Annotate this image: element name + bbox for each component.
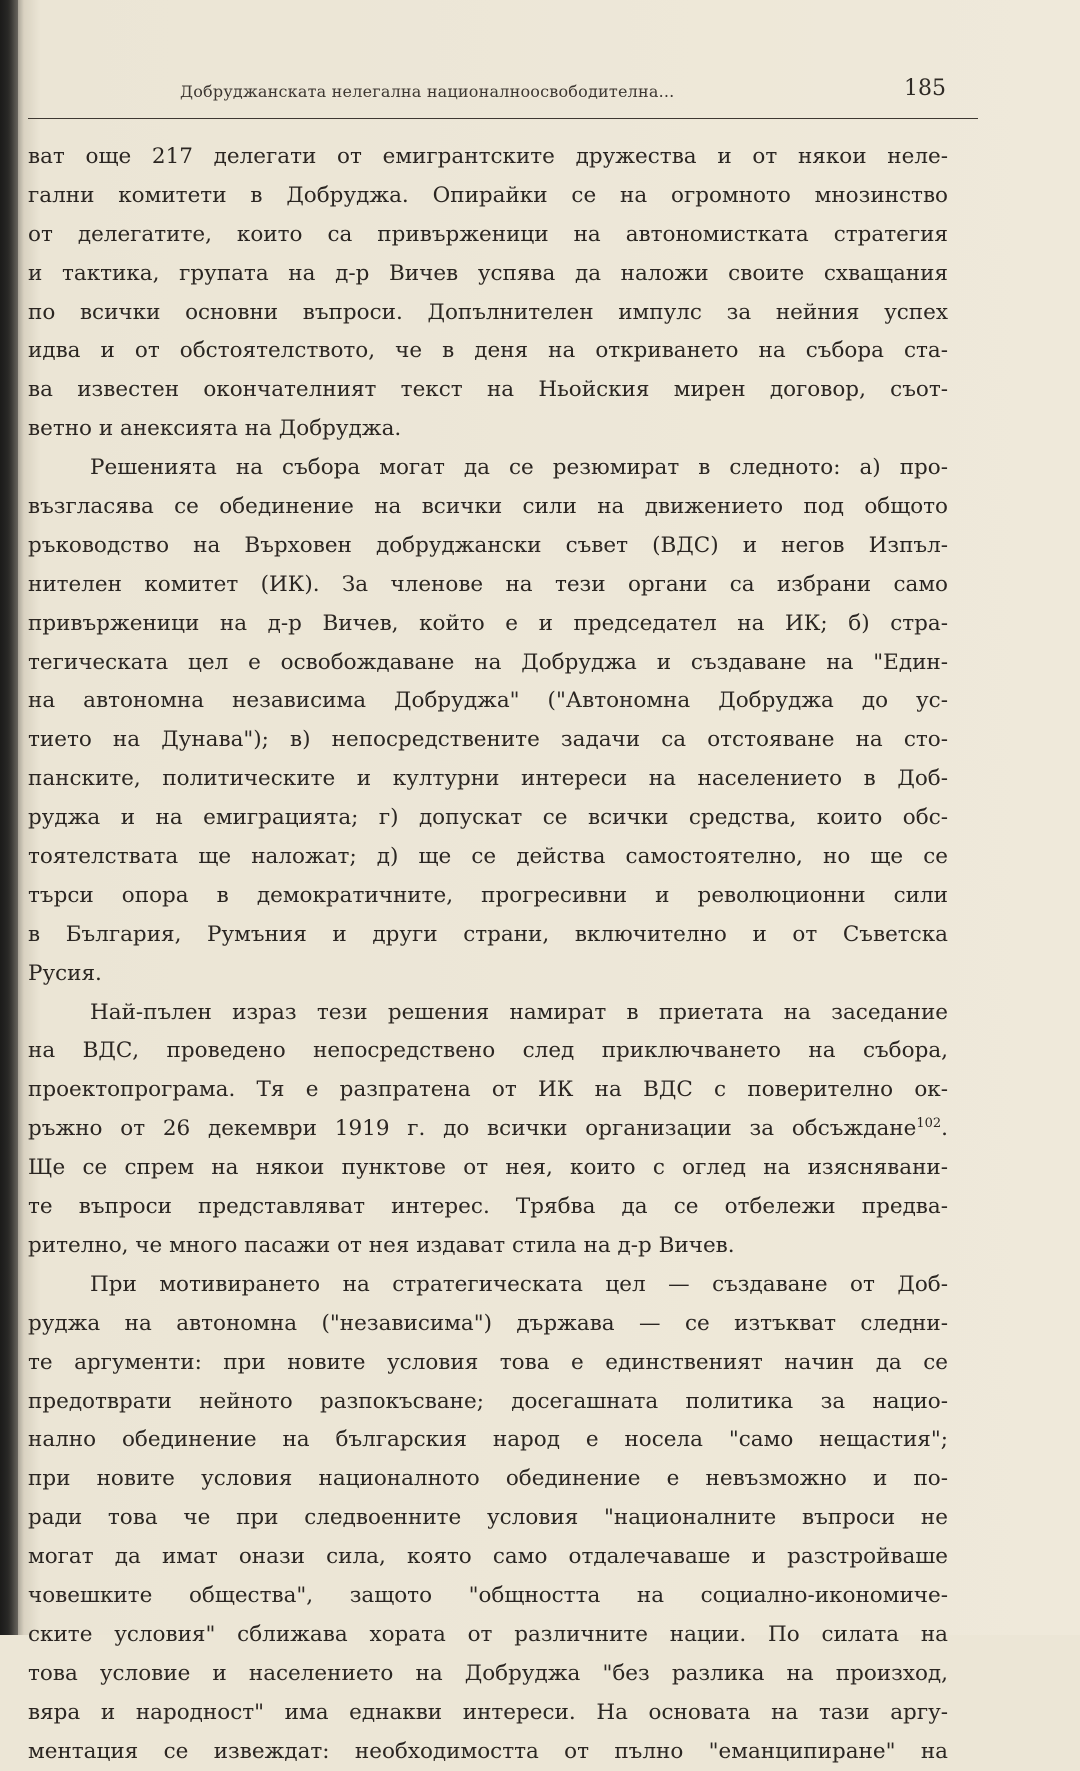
- text-line: [28, 216, 948, 255]
- trailing-punctuation: .: [941, 1116, 948, 1142]
- text-line-content: панските, политическите и културни интереси на населението в Доб-: [28, 766, 948, 792]
- text-line-content: тоятелствата ще наложат; д) ще се действа самостоятелно, но ще се: [28, 844, 948, 870]
- text-line-content: това условие и населението на Добруджа "без разлика на произход,: [28, 1660, 948, 1686]
- text-line-content: на автономна независима Добруджа" ("Автономна Добруджа до ус-: [28, 688, 948, 714]
- text-line-content: Ще се спрем на някои пунктове от нея, които с оглед на изяснявани-: [28, 1155, 948, 1181]
- text-line: [28, 721, 948, 760]
- text-line-content: привърженици на д-р Вичев, който е и председател на ИК; б) стра-: [28, 610, 948, 636]
- text-line: [28, 1460, 948, 1499]
- text-line: [28, 916, 948, 955]
- text-line: [28, 527, 948, 566]
- text-line: [28, 138, 948, 177]
- text-line-content: тегическата цел е освобождаване на Добруджа и създаване на "Един-: [28, 649, 948, 675]
- text-line-content: при новите условия националното обединение е невъзможно и по-: [28, 1466, 948, 1492]
- text-line: [28, 410, 948, 449]
- text-line: [28, 1655, 948, 1694]
- body-text: [28, 138, 948, 1771]
- text-line-content: проектопрограма. Тя е разпратена от ИК на ВДС с поверително ок-: [28, 1077, 948, 1103]
- running-title: Добруджанската нелегална националноосвободителна...: [180, 82, 675, 101]
- text-line-content: нителен комитет (ИК). За членове на тези органи са избрани само: [28, 571, 948, 597]
- running-head: [28, 72, 948, 112]
- text-line: [28, 955, 948, 994]
- text-line-content: на ВДС, проведено непосредствено след приключването на събора,: [28, 1038, 948, 1064]
- text-line-content: Русия.: [28, 960, 102, 986]
- text-line-content: При мотивирането на стратегическата цел — създаване от Доб-: [90, 1271, 948, 1297]
- text-line-content: вяра и народност" има еднакви интереси. На основата на тази аргу-: [28, 1699, 948, 1725]
- text-line: [28, 1499, 948, 1538]
- text-line: [28, 1694, 948, 1733]
- text-line: [28, 1305, 948, 1344]
- text-line-content: те въпроси представляват интерес. Трябва да се отбележи предва-: [28, 1194, 948, 1220]
- text-line: [28, 1071, 948, 1110]
- text-line: [28, 1266, 948, 1305]
- text-line: [28, 1383, 948, 1422]
- header-rule: [28, 118, 978, 119]
- text-line-content: рително, че много пасажи от нея издават стила на д-р Вичев.: [28, 1232, 735, 1258]
- text-line-content: търси опора в демократичните, прогресивни и революционни сили: [28, 882, 948, 908]
- text-line-content: Най-пълен израз тези решения намират в приетата на заседание: [90, 999, 948, 1025]
- text-line: [28, 1538, 948, 1577]
- text-line-content: ръжно от 26 декември 1919 г. до всички организации за обсъждане: [28, 1116, 917, 1142]
- text-line-content: гални комитети в Добруджа. Опирайки се на огромното мнозинство: [28, 182, 948, 208]
- text-line-content: ват още 217 делегати от емигрантските дружества и от някои неле-: [28, 144, 948, 169]
- text-line-content: тието на Дунава"); в) непосредствените задачи са отстояване на сто-: [28, 727, 948, 753]
- text-line: [28, 760, 948, 799]
- text-line: [28, 605, 948, 644]
- text-line: [28, 799, 948, 838]
- text-line: [28, 838, 948, 877]
- text-line: [28, 449, 948, 488]
- text-line-content: от делегатите, които са привърженици на автономистката стратегия: [28, 221, 948, 247]
- text-line: [28, 1032, 948, 1071]
- text-line-content: могат да имат онази сила, която само отдалечаваше и разстройваше: [28, 1544, 948, 1570]
- text-line-content: руджа на автономна ("независима") държава — се изтъкват следни-: [28, 1310, 948, 1336]
- text-line: [28, 1733, 948, 1771]
- text-line-content: нално обединение на българския народ е носела "само нещастия";: [28, 1427, 948, 1453]
- text-line: [28, 1188, 948, 1227]
- text-line-content: човешките общества", защото "общността на социално-икономиче-: [28, 1582, 948, 1608]
- text-line: [28, 1149, 948, 1188]
- text-line-content: Решенията на събора могат да се резюмират в следното: а) про-: [90, 455, 948, 481]
- text-line: [28, 566, 948, 605]
- text-line-content: ва известен окончателният текст на Ньойския мирен договор, съот-: [28, 377, 948, 403]
- text-line: [28, 1344, 948, 1383]
- text-line: [28, 488, 948, 527]
- text-line: [28, 371, 948, 410]
- text-line-content: по всички основни въпроси. Допълнителен импулс за нейния успех: [28, 299, 948, 325]
- text-line: [28, 294, 948, 333]
- text-line-content: възгласява се обединение на всички сили на движението под общото: [28, 494, 948, 520]
- text-line-content: в България, Румъния и други страни, включително и от Съветска: [28, 921, 948, 947]
- text-line-content: ради това че при следвоенните условия "националните въпроси не: [28, 1505, 948, 1531]
- text-line-content: ските условия" сближава хората от различните нации. По силата на: [28, 1621, 948, 1647]
- text-line: [28, 177, 948, 216]
- text-line-content: идва и от обстоятелството, че в деня на откриването на събора ста-: [28, 338, 948, 364]
- text-line-content: ръководство на Върховен добруджански съвет (ВДС) и негов Изпъл-: [28, 532, 948, 558]
- text-line: [28, 255, 948, 294]
- text-line: [28, 682, 948, 721]
- page-number: 185: [904, 76, 946, 101]
- text-line-content: ветно и анексията на Добруджа.: [28, 416, 402, 442]
- text-line: [28, 1227, 948, 1266]
- footnote-reference: 102: [916, 1116, 942, 1132]
- text-line: [28, 332, 948, 371]
- text-line: [28, 1577, 948, 1616]
- text-line-content: и тактика, групата на д-р Вичев успява да наложи своите схващания: [28, 260, 948, 286]
- text-line: [28, 994, 948, 1033]
- text-line: [28, 1110, 948, 1149]
- text-line: [28, 877, 948, 916]
- book-spine-shadow: [0, 0, 18, 1635]
- text-line: [28, 1616, 948, 1655]
- text-line: [28, 1421, 948, 1460]
- text-line: [28, 644, 948, 683]
- text-line-content: те аргументи: при новите условия това е единственият начин да се: [28, 1349, 948, 1375]
- text-line-content: предотврати нейното разпокъсване; досегашната политика за нацио-: [28, 1388, 948, 1414]
- text-line-content: ментация се извеждат: необходимостта от пълно "еманципиране" на: [28, 1738, 948, 1764]
- text-line-content: руджа и на емиграцията; г) допускат се всички средства, които обс-: [28, 805, 948, 831]
